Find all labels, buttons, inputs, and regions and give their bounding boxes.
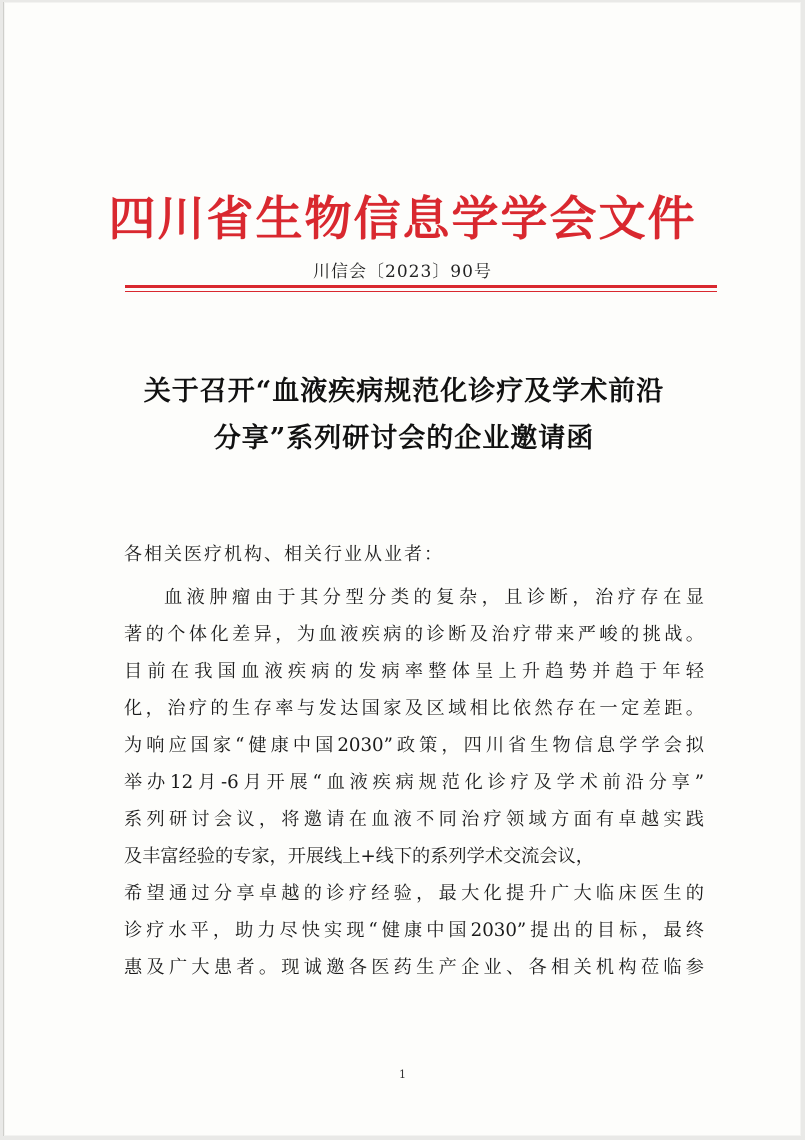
- headline-line-2: 分享”系列研讨会的企业邀请函: [213, 423, 595, 454]
- document-headline: [64, 368, 744, 462]
- body-line: 希望通过分享卓越的诊疗经验，最大化提升广大临床医生的: [124, 883, 704, 904]
- red-divider-thick: [125, 285, 717, 288]
- document-page: [3, 2, 801, 1136]
- body-line: 为响应国家“健康中国2030”政策，四川省生物信息学学会拟: [124, 735, 704, 756]
- body-line: 诊疗水平，助力尽快实现“健康中国2030”提出的目标，最终: [124, 920, 704, 941]
- body-line: 举办12月-6月开展“血液疾病规范化诊疗及学术前沿分享”: [124, 772, 704, 793]
- document-number: 川信会〔2023〕90号: [313, 262, 492, 282]
- body-line: 目前在我国血液疾病的发病率整体呈上升趋势并趋于年轻: [124, 661, 704, 682]
- body-line: 血液肿瘤由于其分型分类的复杂，且诊断，治疗存在显: [164, 587, 704, 608]
- body-paragraph: [124, 579, 704, 986]
- org-title: 四川省生物信息学学会文件: [108, 192, 697, 247]
- body-line: 系列研讨会议，将邀请在血液不同治疗领域方面有卓越实践: [124, 809, 704, 830]
- headline-line-1: 关于召开“血液疾病规范化诊疗及学术前沿: [143, 376, 665, 407]
- body-line: 著的个体化差异，为血液疾病的诊断及治疗带来严峻的挑战。: [124, 624, 704, 645]
- red-divider-thin: [125, 291, 717, 292]
- salutation: 各相关医疗机构、相关行业从业者：: [124, 544, 444, 565]
- body-line: 及丰富经验的专家，开展线上+线下的系列学术交流会议，: [124, 846, 594, 867]
- page-number: 1: [399, 1068, 406, 1081]
- body-line: 惠及广大患者。现诚邀各医药生产企业、各相关机构莅临参: [124, 957, 704, 978]
- body-line: 化，治疗的生存率与发达国家及区域相比依然存在一定差距。: [124, 698, 704, 719]
